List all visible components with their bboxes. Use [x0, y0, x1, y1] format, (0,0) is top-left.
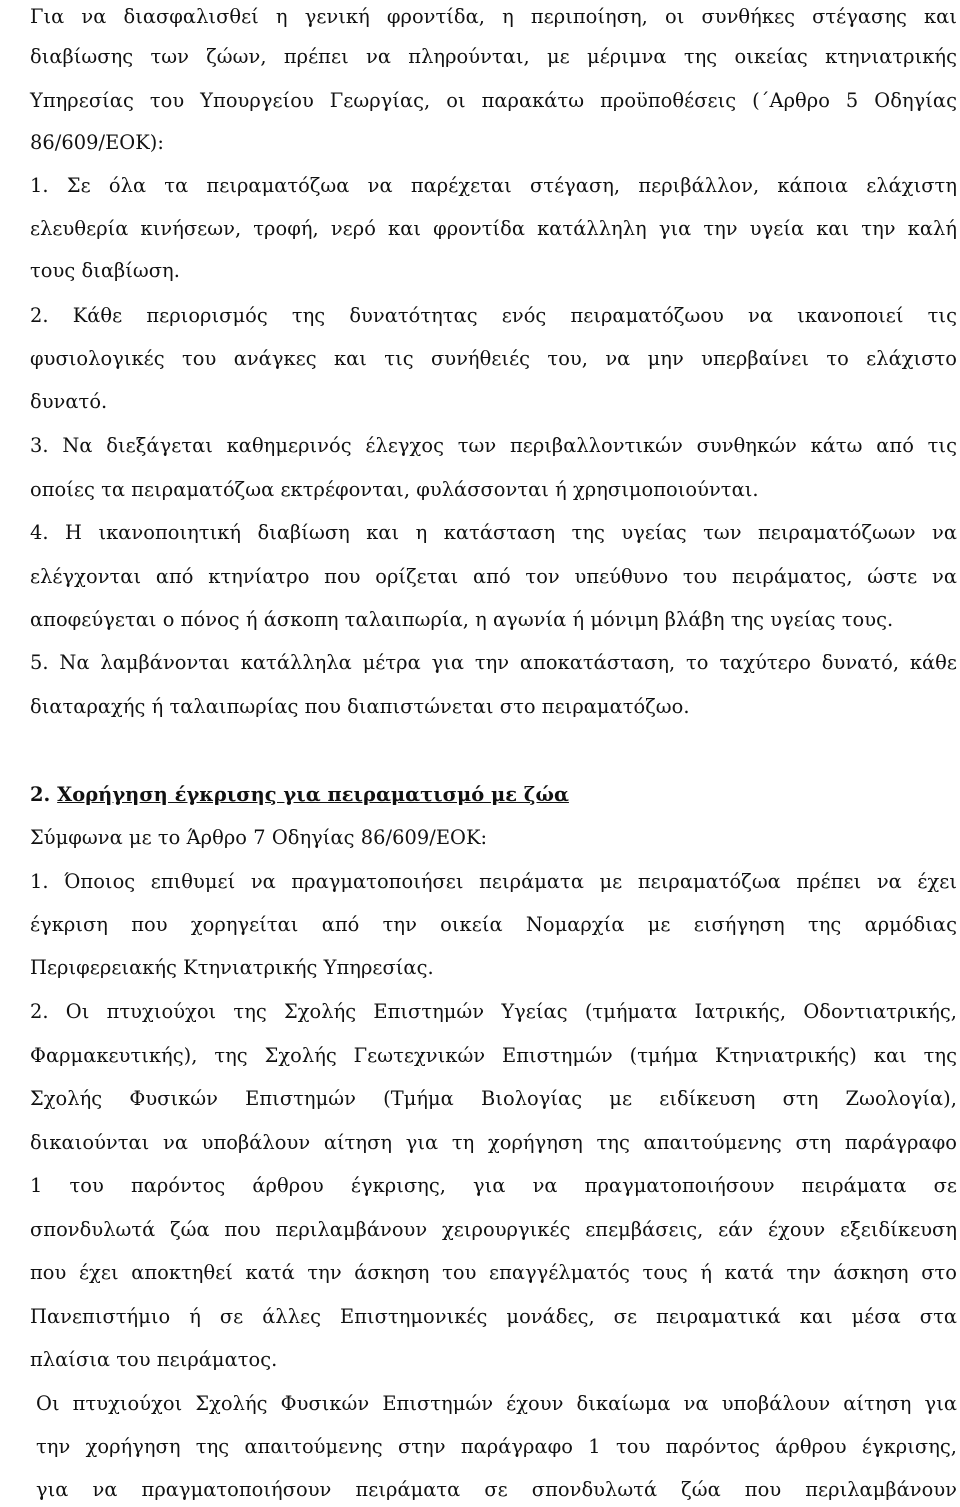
text-line: για να πραγματοποιήσουν πειράματα σε σπονδυλωτά ζώα που περιλαμβάνουν: [36, 1478, 957, 1501]
text-line: την χορήγηση της απαιτούμενης στην παράγραφο 1 του παρόντος άρθρου έγκρισης,: [36, 1435, 957, 1458]
text-line: πλαίσια του πειράματος.: [30, 1348, 278, 1371]
text-line: Σχολής Φυσικών Επιστημών (Τμήμα Βιολογίας με ειδίκευση στη Ζωολογία),: [30, 1087, 957, 1110]
section-number: 2.: [30, 783, 51, 806]
text-line: αποφεύγεται ο πόνος ή άσκοπη ταλαιπωρία, η αγωνία ή μόνιμη βλάβη της υγείας τους.: [30, 608, 894, 631]
text-line: δυνατό.: [30, 390, 108, 413]
text-line: δικαιούνται να υποβάλουν αίτηση για τη χορήγηση της απαιτούμενης στη παράγραφο: [30, 1131, 957, 1154]
section-title: Χορήγηση έγκρισης για πειραματισμό με ζώα: [57, 783, 569, 806]
text-line: οποίες τα πειραματόζωα εκτρέφονται, φυλάσσονται ή χρησιμοποιούνται.: [30, 478, 759, 501]
text-line: 1. Σε όλα τα πειραματόζωα να παρέχεται στέγαση, περιβάλλον, κάποια ελάχιστη: [30, 174, 957, 197]
text-line: 2. Κάθε περιορισμός της δυνατότητας ενός πειραματόζωου να ικανοποιεί τις: [30, 304, 957, 327]
text-line: 86/609/ΕΟΚ):: [30, 131, 164, 154]
text-line: 1. Όποιος επιθυμεί να πραγματοποιήσει πειράματα με πειραματόζωα πρέπει να έχει: [30, 870, 957, 893]
text-line: 5. Να λαμβάνονται κατάλληλα μέτρα για την αποκατάσταση, το ταχύτερο δυνατό, κάθε: [30, 651, 957, 674]
text-line: διαταραχής ή ταλαιπωρίας που διαπιστώνεται στο πειραματόζωο.: [30, 695, 690, 718]
text-line: φυσιολογικές του ανάγκες και τις συνήθειές του, να μην υπερβαίνει το ελάχιστο: [30, 347, 957, 370]
text-line: έγκριση που χορηγείται από την οικεία Νομαρχία με εισήγηση της αρμόδιας: [30, 913, 957, 936]
text-line: που έχει αποκτηθεί κατά την άσκηση του επαγγέλματός τους ή κατά την άσκηση στο: [30, 1261, 957, 1284]
section-subtitle: Σύμφωνα με το Άρθρο 7 Οδηγίας 86/609/ΕΟΚ:: [30, 826, 488, 849]
text-line: 2. Οι πτυχιούχοι της Σχολής Επιστημών Υγείας (τμήματα Ιατρικής, Οδοντιατρικής,: [30, 1000, 957, 1023]
text-line: Οι πτυχιούχοι Σχολής Φυσικών Επιστημών έχουν δικαίωμα να υποβάλουν αίτηση για: [36, 1392, 957, 1415]
text-line: Φαρμακευτικής), της Σχολής Γεωτεχνικών Επιστημών (τμήμα Κτηνιατρικής) και της: [30, 1044, 957, 1067]
section-heading: [30, 782, 569, 808]
text-line: Για να διασφαλισθεί η γενική φροντίδα, η περιποίηση, οι συνθήκες στέγασης και: [30, 5, 957, 28]
text-line: τους διαβίωση.: [30, 259, 180, 282]
text-line: σπονδυλωτά ζώα που περιλαμβάνουν χειρουργικές επεμβάσεις, εάν έχουν εξειδίκευση: [30, 1218, 957, 1241]
text-line: 4. Η ικανοποιητική διαβίωση και η κατάσταση της υγείας των πειραματόζωων να: [30, 521, 957, 544]
text-line: 3. Να διεξάγεται καθημερινός έλεγχος των περιβαλλοντικών συνθηκών κάτω από τις: [30, 434, 957, 457]
text-line: ελευθερία κινήσεων, τροφή, νερό και φροντίδα κατάλληλη για την υγεία και την καλή: [30, 217, 957, 240]
text-line: Υπηρεσίας του Υπουργείου Γεωργίας, οι παρακάτω προϋποθέσεις (΄Αρθρο 5 Οδηγίας: [30, 89, 957, 112]
text-line: ελέγχονται από κτηνίατρο που ορίζεται από τον υπεύθυνο του πειράματος, ώστε να: [30, 565, 957, 588]
text-line: Πανεπιστήμιο ή σε άλλες Επιστημονικές μονάδες, σε πειραματικά και μέσα στα: [30, 1305, 957, 1328]
text-line: Περιφερειακής Κτηνιατρικής Υπηρεσίας.: [30, 956, 434, 979]
text-line: 1 του παρόντος άρθρου έγκρισης, για να πραγματοποιήσουν πειράματα σε: [30, 1174, 957, 1197]
text-line: διαβίωσης των ζώων, πρέπει να πληρούνται, με μέριμνα της οικείας κτηνιατρικής: [30, 45, 957, 68]
